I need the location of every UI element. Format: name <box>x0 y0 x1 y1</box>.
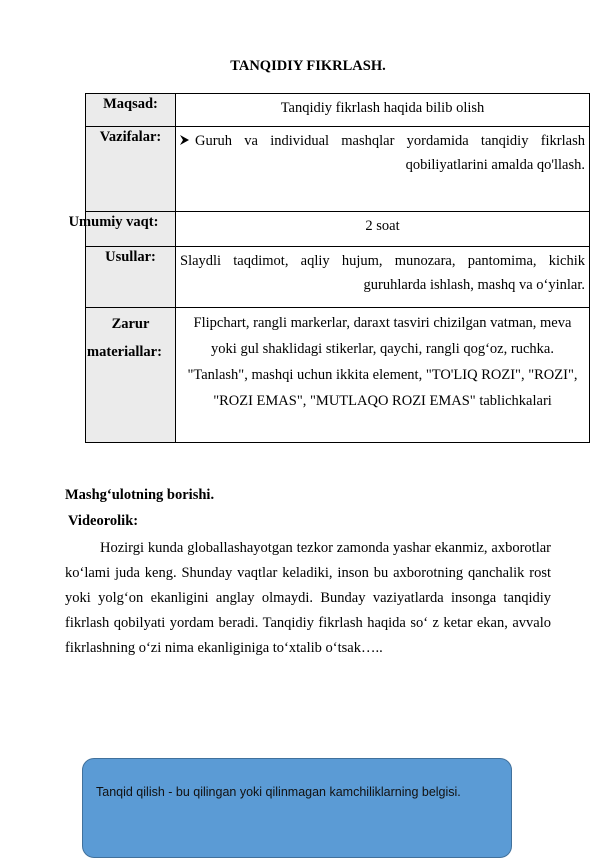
lesson-info-table <box>68 93 590 443</box>
label-maqsad-text: Maqsad: <box>103 96 158 112</box>
paragraph-text: Hozirgi kunda globallashayotgan tezkor zamonda yashar ekanmiz, axborotlar ko‘lami juda keng. Shunday vaqtlar keladiki, inson bu axborotning qanchalik rost yoki yolg‘on ekanligini anglay olmaydi. Bunday vaziyatlarda insonga tanqidiy fikrlash qobilyati yordam beradi. Tanqidiy fikrlash haqida so‘ z ketar ekan, avvalo fikrlashning o‘zi nima ekanliginiga to‘xtalib o‘tsak….. <box>65 540 551 656</box>
label-maqsad <box>86 94 176 127</box>
value-maqsad: Tanqidiy fikrlash haqida bilib olish <box>176 94 590 127</box>
arrow-bullet-icon <box>180 129 189 153</box>
label-vaqt <box>68 212 176 247</box>
label-usullar <box>86 247 176 308</box>
value-vazifalar <box>176 127 590 212</box>
label-materiallar-line2: materiallar: <box>87 344 162 360</box>
label-vazifalar-text: Vazifalar: <box>99 129 162 145</box>
table-row-vaqt <box>86 212 590 247</box>
table-row-maqsad <box>86 94 590 127</box>
table-row-materiallar <box>86 308 590 443</box>
page-title: TANQIDIY FIKRLASH. <box>230 58 386 74</box>
callout-text: Tanqid qilish - bu qilingan yoki qilinmagan kamchiliklarning belgisi. <box>96 785 461 799</box>
label-vaqt-text: Umumiy vaqt: <box>68 214 159 230</box>
body-paragraph <box>65 536 551 661</box>
callout-box <box>82 758 512 858</box>
section-heading: Mashg‘ulotning borishi. <box>65 487 215 503</box>
label-materiallar-line1: Zarur <box>111 316 150 332</box>
label-usullar-text: Usullar: <box>105 249 156 265</box>
value-vaqt: 2 soat <box>176 212 590 247</box>
vazifalar-text: Guruh va individual mashqlar yordamida tanqidiy fikrlash qobiliyatlarini amalda qo'llash. <box>195 133 585 173</box>
value-materiallar: Flipchart, rangli markerlar, daraxt tasviri chizilgan vatman, meva yoki gul shaklidagi stikerlar, qaychi, rangli qog‘oz, ruchka. "Tanlash", mashqi uchun ikkita element, "TO'LIQ ROZI", "ROZI", "ROZI EMAS", "MUTLAQO ROZI EMAS" tablichkalari <box>176 308 590 443</box>
label-materiallar <box>86 308 176 443</box>
subheading: Videorolik: <box>68 513 139 529</box>
table-row-usullar <box>86 247 590 308</box>
value-usullar: Slaydli taqdimot, aqliy hujum, munozara, pantomima, kichik guruhlarda ishlash, mashq va o‘yinlar. <box>176 247 590 308</box>
table-row-vazifalar <box>86 127 590 212</box>
label-vazifalar <box>86 127 176 212</box>
